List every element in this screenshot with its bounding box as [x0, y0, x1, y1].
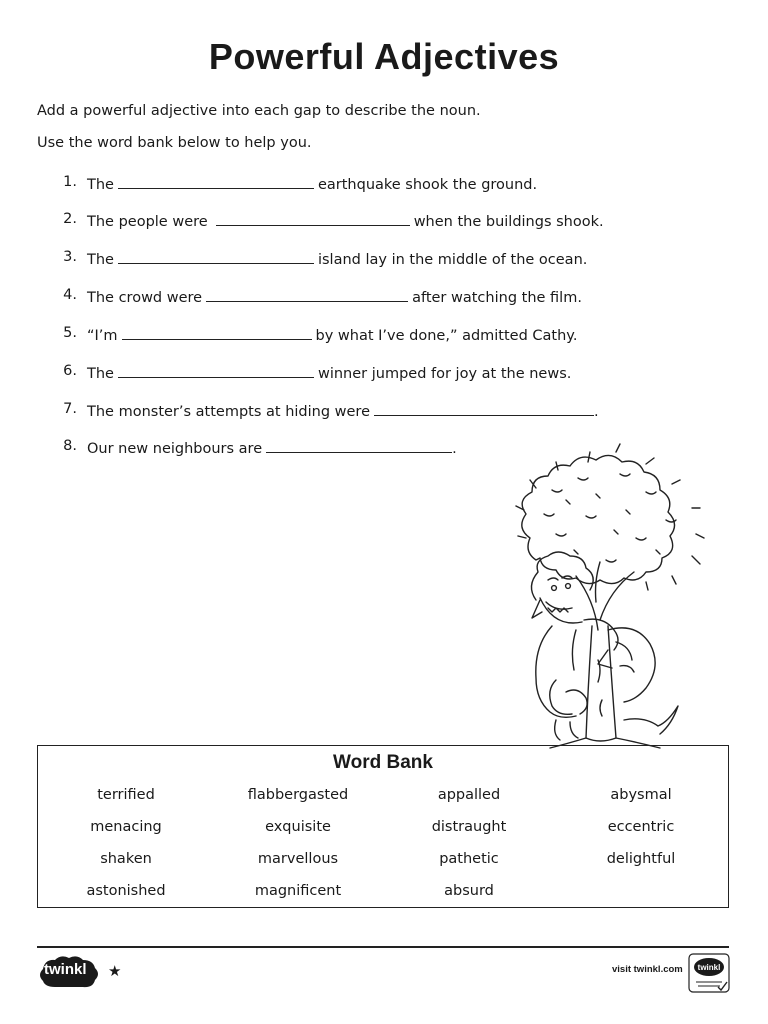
question-text-after: when the buildings shook. — [413, 214, 604, 230]
badge-text: twinkl — [697, 963, 721, 972]
question-text-after: by what I’ve done,” admitted Cathy. — [315, 328, 578, 344]
question-number: 8. — [63, 438, 77, 454]
word-bank-word: shaken — [100, 851, 152, 867]
word-bank-word: distraught — [431, 819, 507, 835]
question-1 — [0, 174, 768, 196]
question-text-after: earthquake shook the ground. — [317, 177, 538, 193]
question-text-before: Our new neighbours are — [87, 441, 263, 457]
question-text-before: The — [87, 252, 114, 268]
monster-hugging-tree-illustration — [496, 430, 722, 752]
question-text-before: The — [87, 177, 114, 193]
question-6 — [0, 363, 768, 385]
answer-blank[interactable] — [118, 363, 314, 378]
instruction-2: Use the word bank below to help you. — [37, 135, 312, 151]
twinkl-logo-text: twinkl — [44, 961, 87, 978]
answer-blank[interactable] — [216, 211, 410, 226]
question-text-after: winner jumped for joy at the news. — [317, 366, 572, 382]
answer-blank[interactable] — [118, 249, 314, 264]
footer-divider — [37, 946, 729, 948]
question-text-after: after watching the film. — [412, 290, 582, 306]
word-bank-word: abysmal — [610, 787, 672, 803]
question-text-after: . — [594, 404, 599, 420]
question-number: 4. — [63, 287, 77, 303]
answer-blank[interactable] — [266, 438, 452, 453]
word-bank-word: eccentric — [607, 819, 675, 835]
word-bank-word: absurd — [444, 883, 494, 899]
question-2 — [0, 211, 768, 233]
question-number: 2. — [63, 211, 77, 227]
answer-blank[interactable] — [206, 287, 408, 302]
question-4 — [0, 287, 768, 309]
question-text-after: island lay in the middle of the ocean. — [317, 252, 588, 268]
question-number: 1. — [63, 174, 77, 190]
question-number: 7. — [63, 401, 77, 417]
word-bank-word: exquisite — [265, 819, 331, 835]
word-bank-word: menacing — [90, 819, 162, 835]
word-bank-word: flabbergasted — [247, 787, 349, 803]
question-7 — [0, 401, 768, 423]
answer-blank[interactable] — [118, 174, 314, 189]
visit-link[interactable]: visit twinkl.com — [612, 964, 683, 975]
question-text-after: . — [452, 441, 457, 457]
question-5 — [0, 325, 768, 347]
quality-badge-icon — [688, 953, 730, 993]
question-text-before: “I’m — [87, 328, 118, 344]
question-number: 5. — [63, 325, 77, 341]
question-number: 3. — [63, 249, 77, 265]
word-bank-word: delightful — [606, 851, 676, 867]
question-number: 6. — [63, 363, 77, 379]
word-bank-word: pathetic — [439, 851, 499, 867]
word-bank-word: marvellous — [257, 851, 339, 867]
instruction-1: Add a powerful adjective into each gap to describe the noun. — [37, 103, 481, 119]
word-bank-word: appalled — [437, 787, 501, 803]
question-text-before: The people were — [87, 214, 208, 230]
word-bank-word: terrified — [97, 787, 155, 803]
star-icon: ★ — [108, 962, 122, 980]
answer-blank[interactable] — [122, 325, 312, 340]
question-text-before: The crowd were — [87, 290, 203, 306]
word-bank-word: magnificent — [254, 883, 342, 899]
page-title: Powerful Adjectives — [208, 36, 560, 77]
answer-blank[interactable] — [374, 401, 594, 416]
question-text-before: The — [87, 366, 114, 382]
question-text-before: The monster’s attempts at hiding were — [87, 404, 370, 420]
question-3 — [0, 249, 768, 271]
word-bank-title: Word Bank — [333, 752, 433, 773]
word-bank-word: astonished — [86, 883, 166, 899]
word-bank — [37, 745, 729, 908]
